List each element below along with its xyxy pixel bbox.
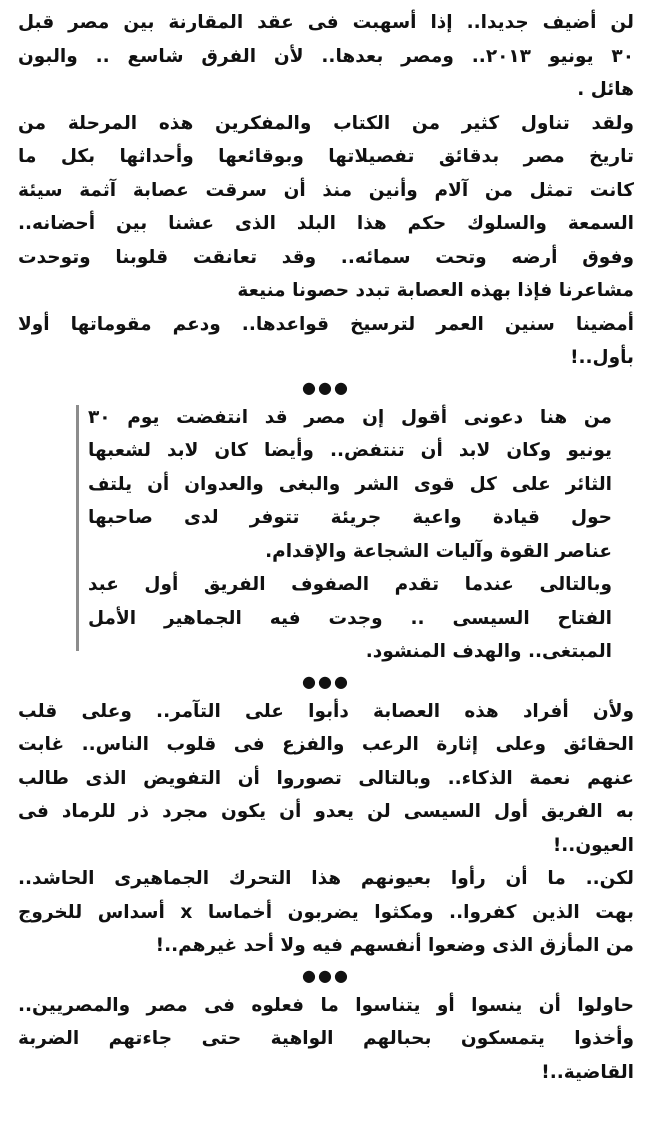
history-paragraph xyxy=(18,107,634,375)
text-line: عنهم نعمة الذكاء.. وبالتالى تصوروا أن التفويض الذى طالب xyxy=(18,767,634,789)
text-line: بأول..! xyxy=(570,347,634,368)
final-paragraph xyxy=(18,989,634,1090)
text-line: الحقائق وعلى إثارة الرعب والفزع فى قلوب الناس.. غابت xyxy=(18,734,634,755)
text-line: مشاعرنا فإذا بهذه العصابة تبدد حصونا منيعة xyxy=(237,280,634,301)
text-line: ولقد تناول كثير من الكتاب والمفكرين هذه المرحلة من xyxy=(18,112,634,134)
text-line: يونيو وكان لابد أن تنتفض.. وأيضا كان لابد لشعبها xyxy=(88,440,612,461)
crowd-paragraph xyxy=(18,862,634,963)
text-line: من المأزق الذى وضعوا أنفسهم فيه ولا أحد غيرهم..! xyxy=(155,935,634,956)
text-line: من هنا دعونى أقول إن مصر قد انتفضت يوم ٣٠ xyxy=(88,406,612,428)
quote-rule xyxy=(76,405,79,651)
section-separator: ●●● xyxy=(302,671,350,691)
text-line: كانت تمثل من آلام وأنين منذ أن سرقت عصابة آثمة سيئة xyxy=(18,179,634,201)
text-line: المبتغى.. والهدف المنشود. xyxy=(365,641,612,662)
text-line: ولأن أفراد هذه العصابة دأبوا على التآمر.. وعلى قلب xyxy=(18,700,634,722)
section-separator: ●●● xyxy=(302,377,350,397)
text-line: تاريخ مصر بدقائق تفصيلاتها وبوقائعها وأحداثها بكل ما xyxy=(18,146,634,167)
section-separator: ●●● xyxy=(302,965,350,985)
text-line: بهت الذين كفروا.. ومكثوا يضربون أخماسا x أسداس للخروج xyxy=(18,901,634,923)
text-line: الثائر على كل قوى الشر والبغى والعدوان أن يلتف xyxy=(88,473,612,495)
text-line: الفتاح السيسى .. وجدت فيه الجماهير الأمل xyxy=(88,607,612,629)
text-line: به الفريق أول السيسى لن يعدو أن يكون مجرد ذر للرماد فى xyxy=(18,801,634,822)
text-line: وأخذوا يتمسكون بحبالهم الواهية حتى جاءتهم الضربة xyxy=(18,1028,634,1049)
text-line: العيون..! xyxy=(552,834,634,856)
text-line: لن أضيف جديدا.. إذا أسهبت فى عقد المقارنة بين مصر قبل xyxy=(18,12,634,33)
text-line: القاضية..! xyxy=(541,1061,634,1083)
intro-paragraph xyxy=(18,6,634,107)
text-line: لكن.. ما أن رأوا بعيونهم هذا التحرك الجماهيرى الحاشد.. xyxy=(18,868,634,889)
text-line: هائل . xyxy=(577,79,634,100)
text-line: وبالتالى عندما تقدم الصفوف الفريق أول عبد xyxy=(88,574,612,595)
quote-block xyxy=(88,401,612,669)
text-line: أمضينا سنين العمر لترسيخ قواعدها.. ودعم مقوماتها أولا xyxy=(18,313,634,335)
quote-paragraph xyxy=(88,401,612,669)
text-line: حاولوا أن ينسوا أو يتناسوا ما فعلوه فى مصر والمصريين.. xyxy=(18,994,634,1016)
text-line: حول قيادة واعية جريئة تتوفر لدى صاحبها xyxy=(88,507,612,528)
text-line: عناصر القوة وآليات الشجاعة والإقدام. xyxy=(265,540,612,562)
conspiracy-paragraph xyxy=(18,695,634,863)
text-line: السمعة والسلوك حكم هذا البلد الذى عشنا بين أحضانه.. xyxy=(18,213,634,234)
text-line: وفوق أرضه وتحت سمائه.. وقد تعانقت قلوبنا وتوحدت xyxy=(18,246,634,268)
text-line: ٣٠ يونيو ٢٠١٣.. ومصر بعدها.. لأن الفرق شاسع .. والبون xyxy=(18,45,634,67)
